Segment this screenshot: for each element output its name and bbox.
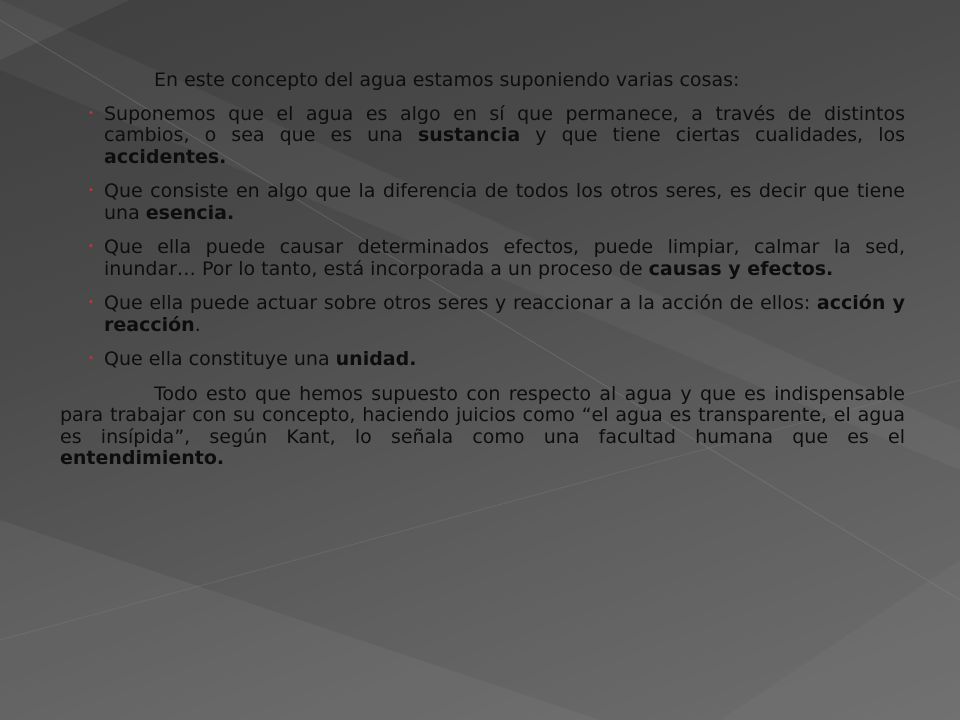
bullet-text: Que ella constituye una — [104, 348, 336, 370]
bullet-item-esencia — [60, 181, 905, 224]
bullet-marker-icon: • — [88, 353, 94, 364]
bullet-bold-term: accidentes. — [104, 145, 227, 168]
bullet-bold-term: sustancia — [418, 124, 521, 146]
conclusion-paragraph — [60, 384, 905, 470]
decor-band-top-left — [0, 0, 130, 60]
bullet-item-accion — [60, 293, 905, 336]
bullet-marker-icon: • — [88, 297, 94, 308]
slide-content — [60, 70, 905, 482]
bullet-item-unidad — [60, 349, 905, 371]
bullet-marker-icon: • — [88, 185, 94, 196]
bullet-text: Que ella puede causar determinados efectos, puede limpiar, calmar la sed, inundar… Por lo tanto, está incorporada a un proceso de — [104, 236, 905, 280]
intro-text: En este concepto del agua estamos suponiendo varias cosas: — [154, 69, 740, 91]
bullet-text: Que ella puede actuar sobre otros seres y reaccionar a la acción de ellos: — [104, 292, 817, 314]
decor-band-right — [720, 560, 960, 720]
bullet-item-causas — [60, 237, 905, 280]
decor-band-bottom — [0, 520, 600, 720]
bullet-text: . — [194, 313, 201, 336]
intro-paragraph — [60, 70, 905, 92]
bullet-text: Suponemos que el agua es algo en sí que permanece, a través de distintos cambios, o sea que es una — [104, 102, 905, 146]
bullet-list — [60, 104, 905, 371]
bullet-bold-term: causas y efectos. — [648, 257, 834, 280]
conclusion-text: Todo esto que hemos supuesto con respecto al agua y que es indispensable para trabajar con su concepto, haciendo juicios como “el agua es transparente, el agua es insípida”, según Kant, lo señala como una facultad humana que es el — [60, 382, 905, 448]
bullet-bold-term: unidad. — [335, 348, 417, 370]
bullet-marker-icon: • — [88, 241, 94, 252]
bullet-text: y que tiene ciertas cualidades, los — [520, 124, 905, 146]
bullet-marker-icon: • — [88, 107, 94, 119]
bullet-bold-term: acción y reacción — [104, 292, 905, 336]
bullet-item-sustancia — [60, 104, 905, 169]
bullet-bold-term: esencia. — [145, 201, 235, 224]
bullet-text: Que consiste en algo que la diferencia de todos los otros seres, es decir que tiene una — [104, 180, 905, 224]
conclusion-bold-term: entendimiento. — [60, 447, 225, 469]
